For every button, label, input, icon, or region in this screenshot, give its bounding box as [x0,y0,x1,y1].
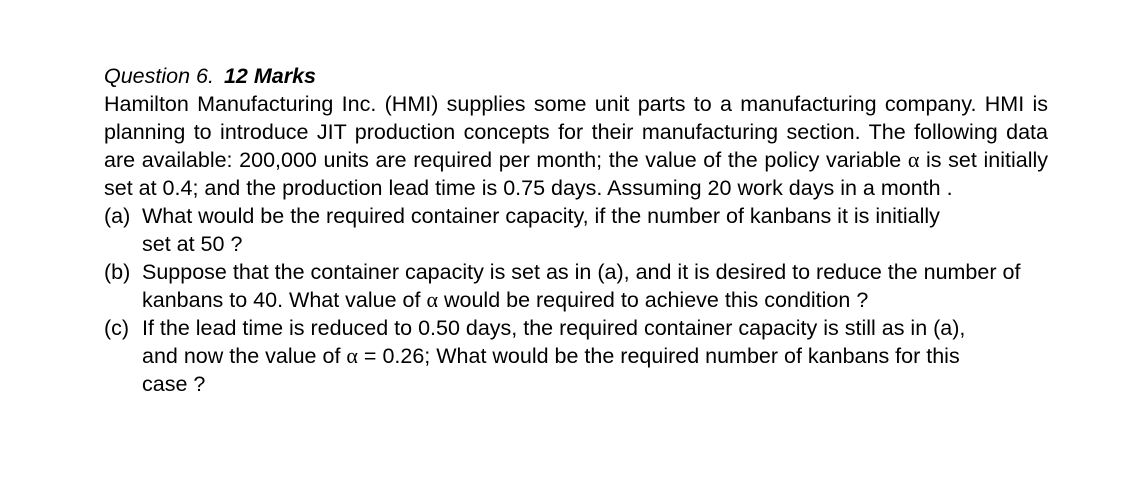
part-a [104,202,1048,258]
alpha-symbol: α [907,147,920,172]
part-a-text: What would be the required container capacity, if the number of kanbans it is initially set at 50 ? [142,204,940,256]
part-c-text-1: If the lead time is reduced to 0.50 days, the required container capacity is still as in (a), and now the value of [142,316,966,368]
part-b-text [142,258,1022,314]
part-c-label: (c) [104,316,130,340]
part-a-label: (a) [104,204,131,228]
part-b-label: (b) [104,260,131,284]
question-heading [104,62,1048,90]
intro-text-2: is set initially set at 0.4; and the production lead time is 0.75 days. Assuming 20 work days in a month . [104,148,1048,200]
question-title: Question 6. [104,64,214,88]
part-b-text-2: would be required to achieve this condition ? [438,288,869,312]
part-c-text [142,314,987,398]
question-marks: 12 Marks [223,64,316,88]
part-c-text-2: = 0.26; What would be the required number of kanbans for this case ? [142,344,960,396]
part-c [104,314,1048,398]
part-b [104,258,1048,314]
question-intro [104,90,1048,202]
intro-text-1: Hamilton Manufacturing Inc. (HMI) supplies some unit parts to a manufacturing company. HMI is planning to introduce JIT production concepts for their manufacturing section. The following data are available: 200,000 units are required per month; the value of the policy variable [104,92,1048,172]
alpha-symbol: α [346,343,358,368]
question-document [104,62,1048,398]
part-b-text-1: Suppose that the container capacity is set as in (a), and it is desired to reduce the number of kanbans to 40. What value of [142,260,1021,312]
alpha-symbol: α [426,287,438,312]
